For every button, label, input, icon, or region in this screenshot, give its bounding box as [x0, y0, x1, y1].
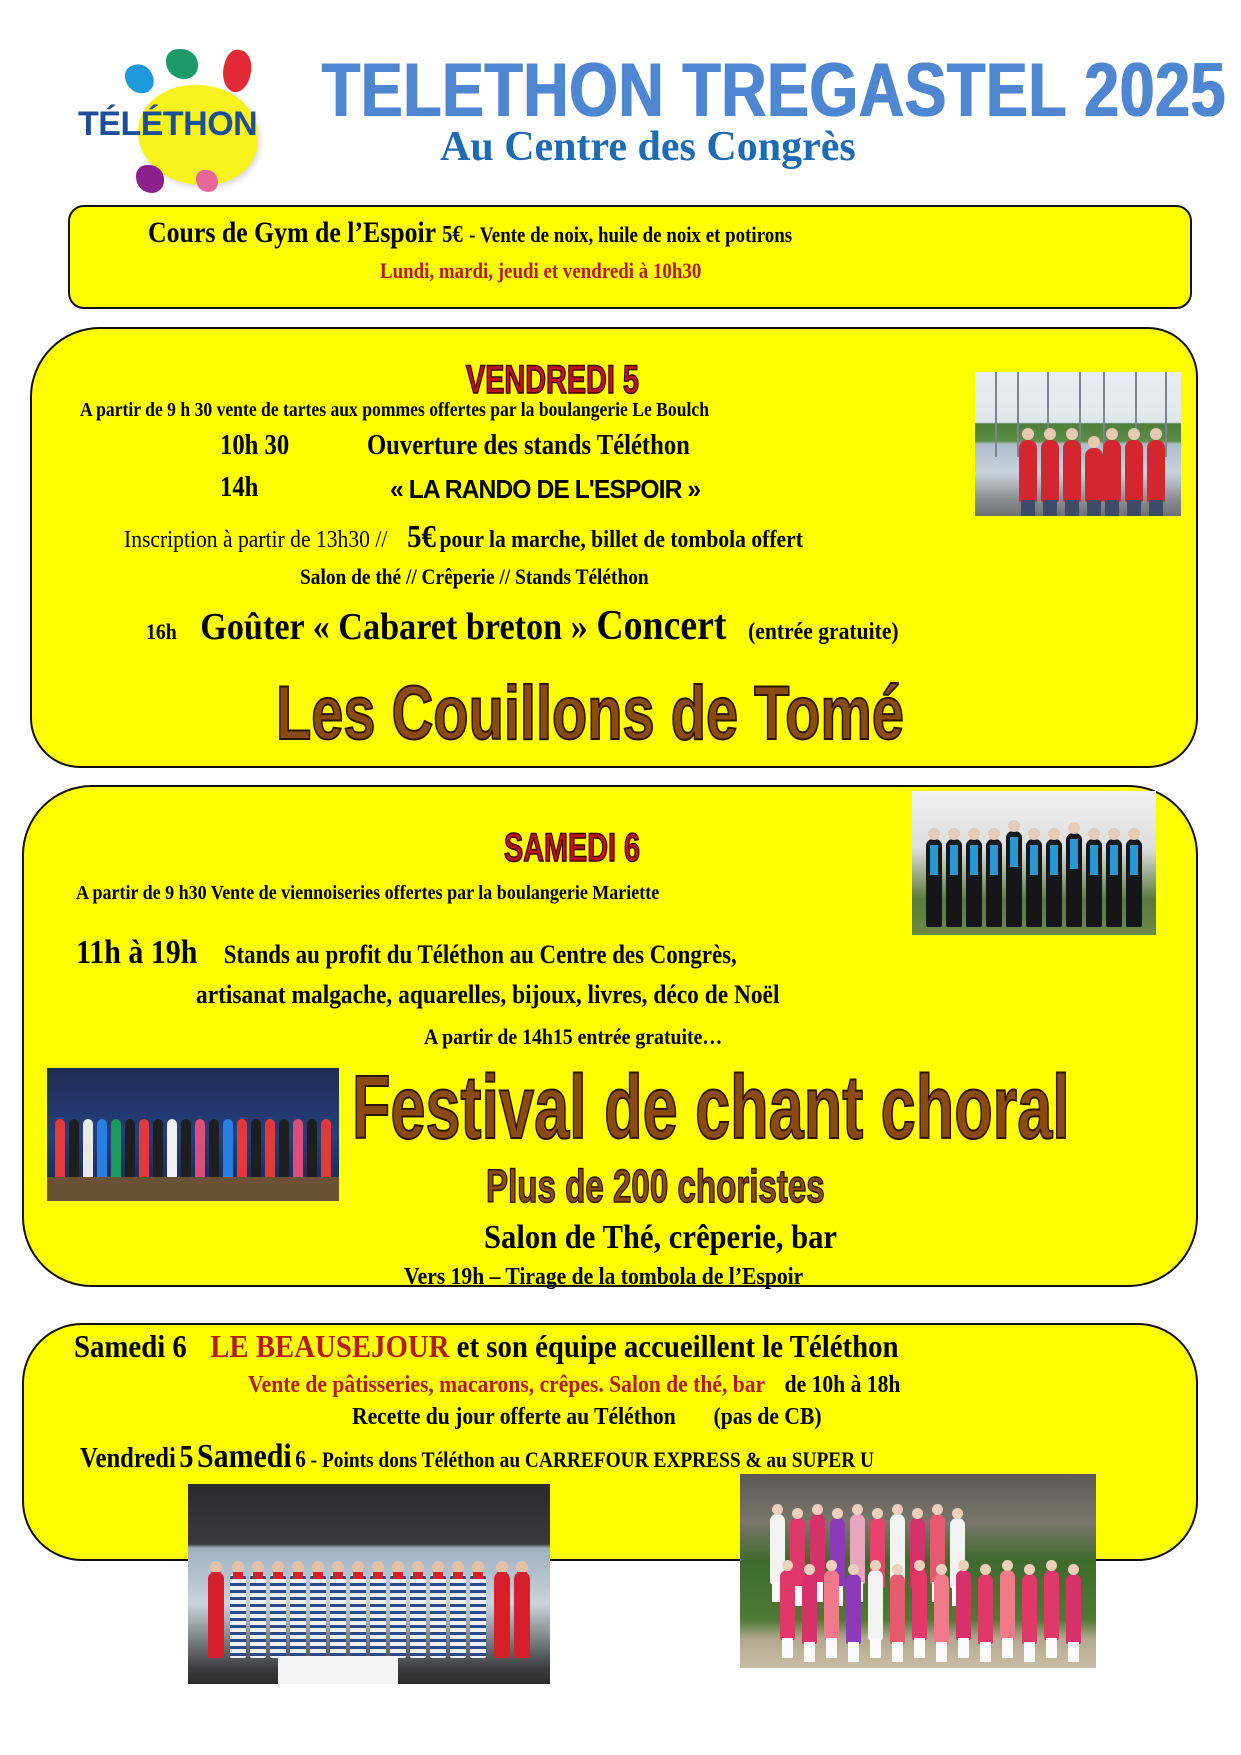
gym-line: [148, 214, 792, 254]
logo-pink-blob: [196, 170, 218, 192]
beausejour-line: [74, 1326, 899, 1366]
festival-title: Festival de chant choral: [352, 1058, 1070, 1158]
walk-price: 5€: [407, 518, 436, 554]
vendredi-event-time-2: 14h: [220, 472, 259, 503]
gym-schedule: Lundi, mardi, jeudi et vendredi à 10h30: [380, 258, 702, 283]
gym-sale: - Vente de noix, huile de noix et potirons: [469, 222, 793, 247]
gym-title: Cours de Gym de l’Espoir: [148, 216, 436, 249]
beausejour-venue: LE BEAUSEJOUR: [210, 1328, 450, 1364]
logo-blue-blob: [122, 60, 158, 97]
beausejour-offer: Vente de pâtisseries, macarons, crêpes. Salon de thé, bar: [248, 1372, 765, 1398]
recette-text: Recette du jour offerte au Téléthon: [352, 1404, 676, 1430]
samedi-morning: A partir de 9 h30 Vente de viennoiseries offertes par la boulangerie Mariette: [76, 882, 660, 904]
recette-line: [352, 1402, 822, 1432]
logo-purple-blob: [136, 165, 164, 193]
dons-text: - Points dons Téléthon au CARREFOUR EXPRESS & au SUPER U: [305, 1447, 874, 1472]
concert-word: Concert: [596, 603, 727, 649]
dons-day1-word: Vendredi: [80, 1443, 176, 1474]
samedi-photo-choir-stage: [47, 1068, 339, 1201]
concert-label: Goûter « Cabaret breton »: [200, 606, 597, 648]
stands-line-2: artisanat malgache, aquarelles, bijoux, livres, déco de Noël: [196, 980, 780, 1009]
logo-red-blob: [218, 47, 256, 95]
beausejour-intro: et son équipe accueillent le Téléthon: [449, 1328, 899, 1364]
vendredi-event-label-1: Ouverture des stands Téléthon: [367, 430, 690, 461]
band-name: Les Couillons de Tomé: [276, 671, 904, 756]
vendredi-heading: VENDREDI 5: [466, 358, 639, 402]
page-subtitle: Au Centre des Congrès: [440, 124, 856, 170]
dons-day2-num: 6: [295, 1447, 306, 1473]
vendredi-inscription-line: [124, 518, 803, 555]
samedi-afternoon: A partir de 14h15 entrée gratuite…: [424, 1024, 723, 1049]
samedi-services: Salon de Thé, crêperie, bar: [484, 1219, 838, 1256]
dons-day2-word: Samedi: [196, 1438, 292, 1475]
stands-line: [76, 934, 737, 972]
beausejour-hours: de 10h à 18h: [784, 1372, 901, 1398]
telethon-logo: [78, 40, 300, 200]
walk-info: pour la marche, billet de tombola offert: [439, 527, 803, 553]
gym-price: 5€: [442, 222, 463, 248]
vendredi-services: Salon de thé // Crêperie // Stands Téléthon: [300, 564, 649, 589]
dons-day1-num: 5: [179, 1438, 194, 1474]
samedi-photo-choir-blue: [912, 791, 1156, 935]
concert-time: 16h: [146, 619, 177, 644]
payment-note: (pas de CB): [713, 1404, 822, 1430]
concert-line: [146, 602, 899, 650]
stands-time: 11h à 19h: [76, 934, 198, 971]
beausejour-photo-pink-choir: [740, 1474, 1096, 1668]
logo-green-blob: [166, 49, 198, 79]
tombola-draw: Vers 19h – Tirage de la tombola de l’Espoir: [404, 1264, 804, 1290]
vendredi-photo: [975, 372, 1181, 516]
page-title: TELETHON TREGASTEL 2025: [322, 48, 1227, 133]
vendredi-morning: A partir de 9 h 30 vente de tartes aux pommes offertes par la boulangerie Le Boulch: [80, 399, 709, 421]
stands-line-1: Stands au profit du Téléthon au Centre des Congrès,: [223, 940, 737, 969]
choristes-count: Plus de 200 choristes: [486, 1160, 825, 1212]
samedi-heading: SAMEDI 6: [504, 826, 641, 870]
inscription-text: Inscription à partir de 13h30 //: [124, 527, 388, 553]
logo-text: TÉLÉTHON: [78, 105, 258, 143]
vendredi-event-time-1: 10h 30: [220, 430, 290, 461]
beausejour-photo-sailors: [188, 1484, 550, 1684]
rando-title: « LA RANDO DE L'ESPOIR »: [390, 474, 701, 504]
concert-note: (entrée gratuite): [748, 619, 899, 645]
beausejour-offer-line: [248, 1370, 900, 1400]
beausejour-day: Samedi 6: [74, 1328, 187, 1364]
